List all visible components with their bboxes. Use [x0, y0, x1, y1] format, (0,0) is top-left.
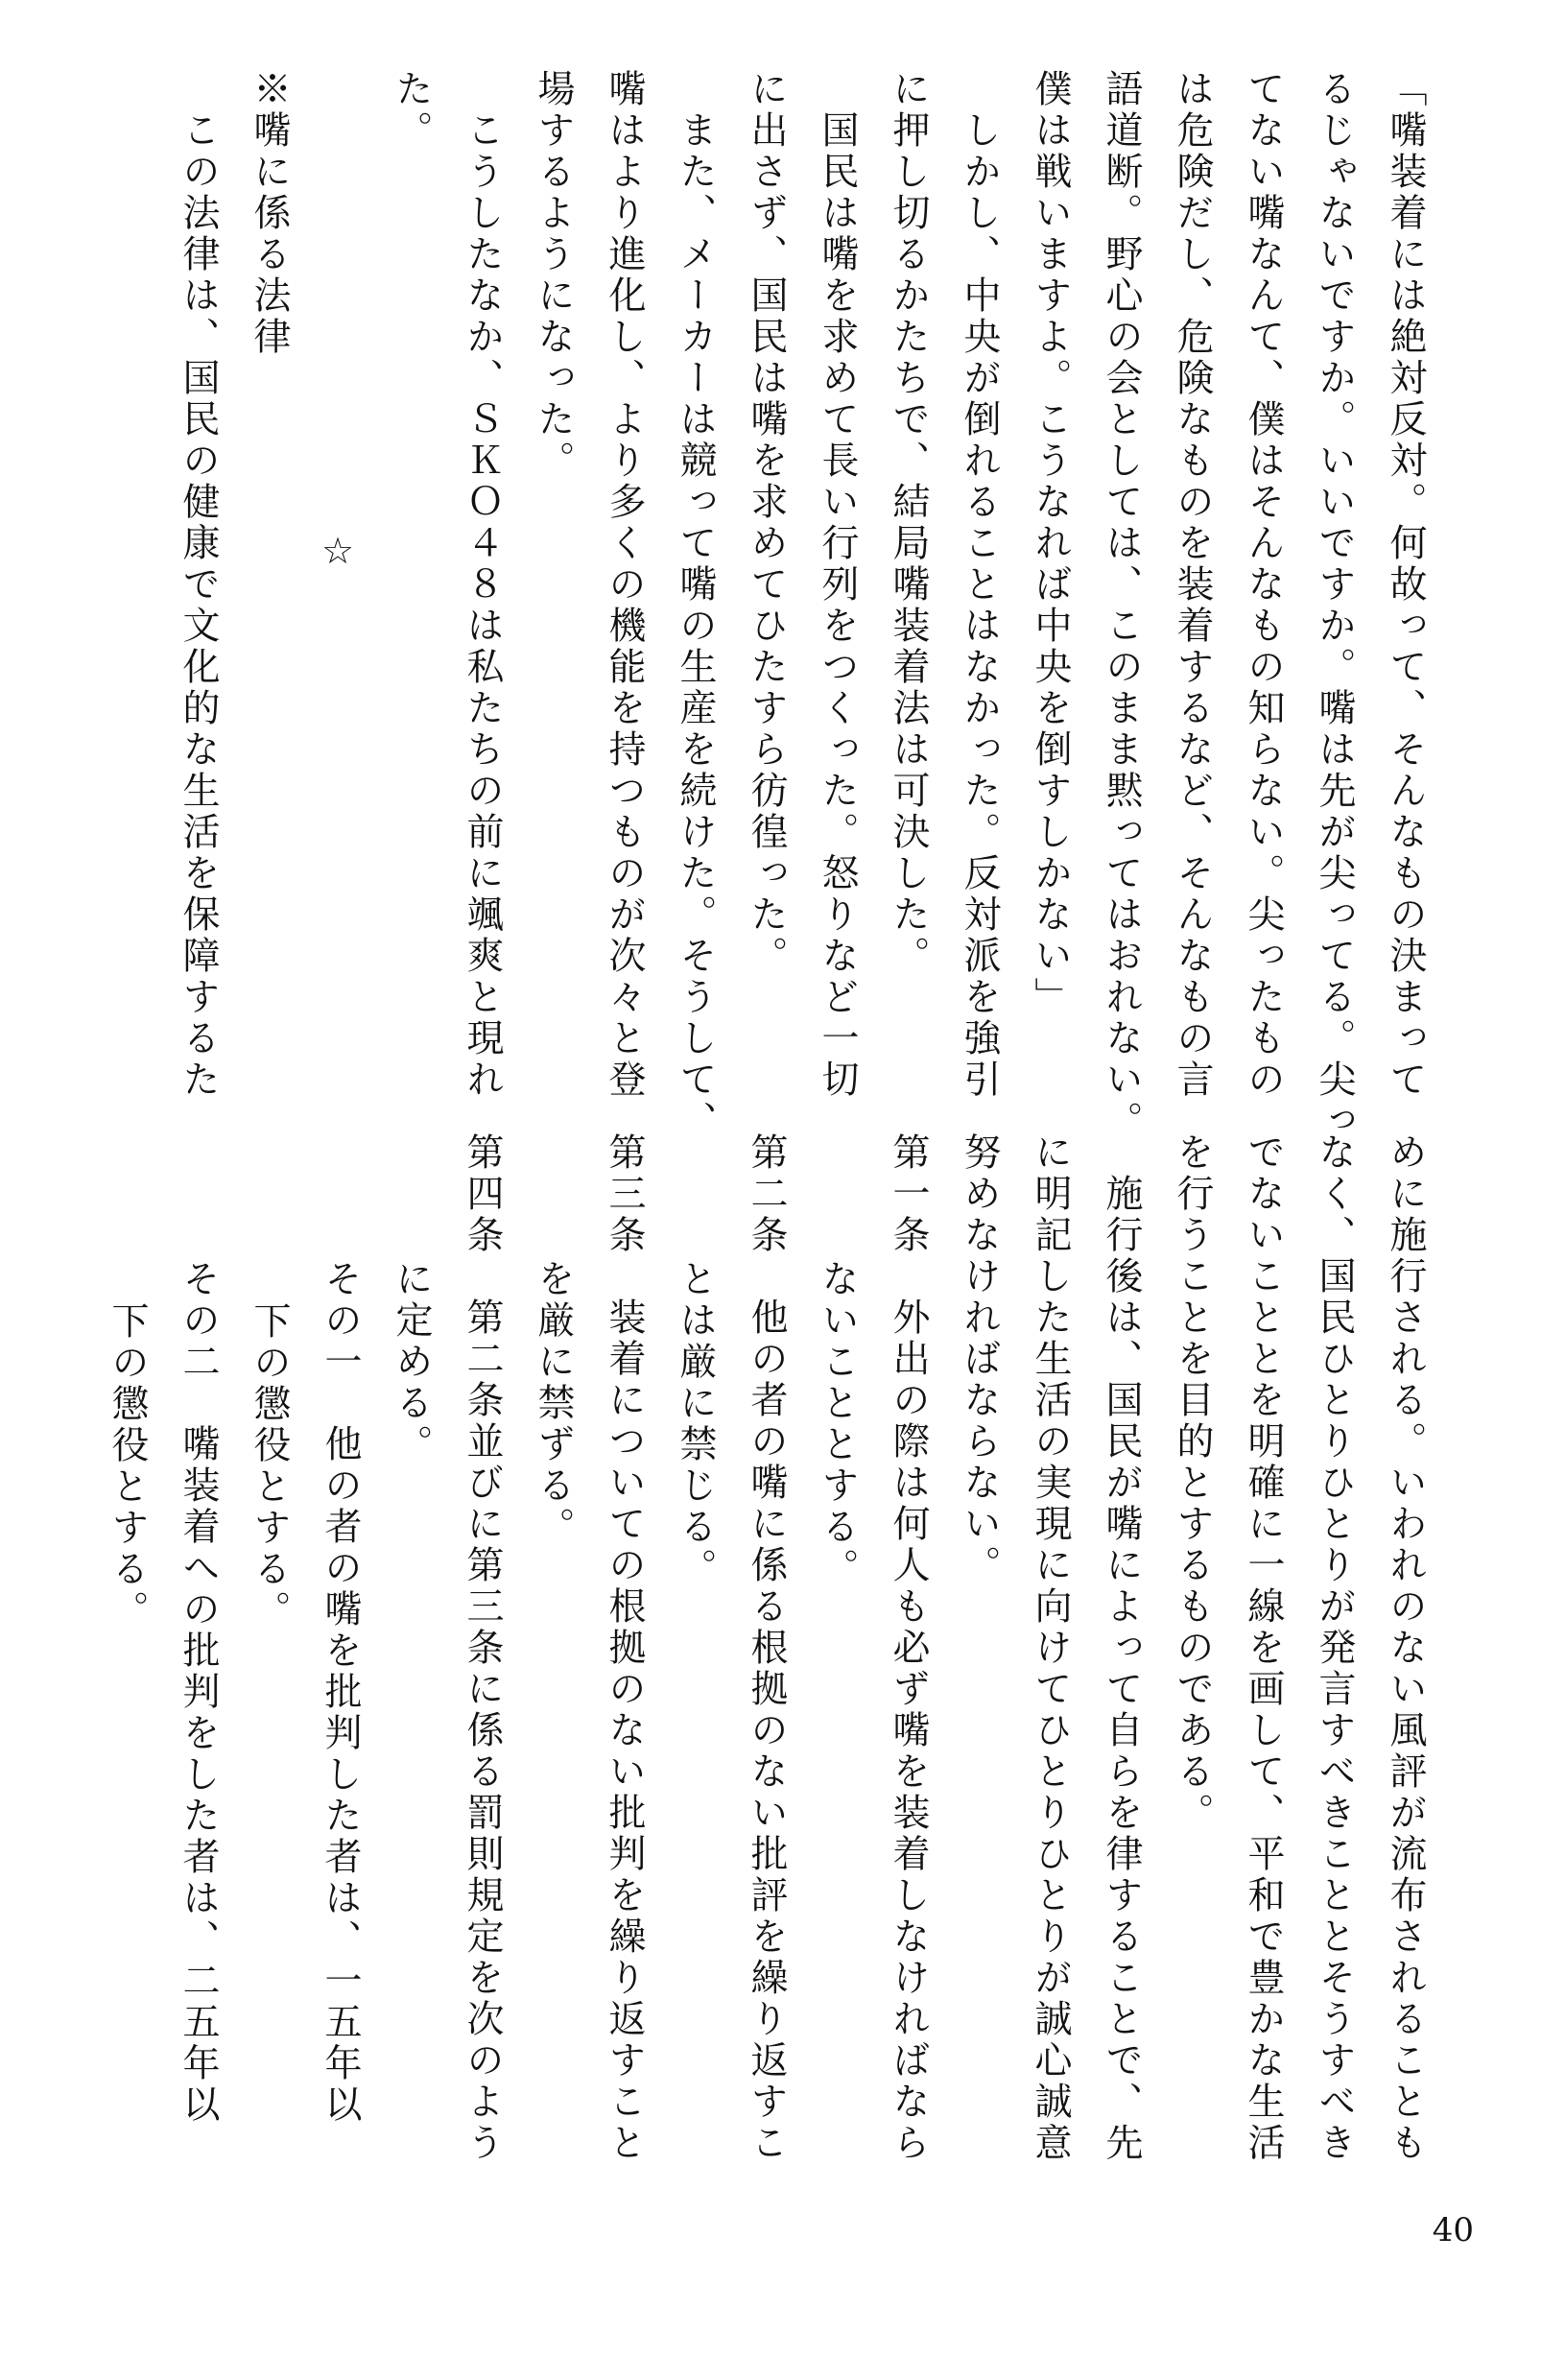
article-3: 第三条 装着についての根拠のない批判を繰り返すこと	[603, 1132, 646, 2164]
text-column: 施行後は、国民が嘴によって自らを律することで、先	[1100, 1132, 1143, 2164]
page-number: 40	[1432, 2211, 1474, 2249]
text-column: でないこととを明確に一線を画して、平和で豊かな生活	[1242, 1132, 1285, 2164]
article-4-item-2: その二 嘴装着への批判をした者は、二五年以	[177, 1259, 220, 2126]
text-column: に明記した生活の実現に向けてひとりひとりが誠心誠意	[1029, 1132, 1072, 2164]
text-column: 場するようになった。	[532, 69, 575, 482]
text-column: めに施行される。いわれのない風評が流布されることも	[1384, 1132, 1427, 2164]
text-column: 語道断。野心の会としては、このまま黙ってはおれない。	[1100, 69, 1143, 1142]
text-column: こうしたなか、ＳＫＯ４８は私たちの前に颯爽と現れ	[461, 69, 504, 1101]
text-column: 「嘴装着には絶対反対。何故って、そんなもの決まって	[1384, 69, 1427, 1101]
section-heading: ※嘴に係る法律	[248, 69, 291, 358]
article-2-continued: とは厳に禁じる。	[674, 1259, 717, 1589]
text-column: この法律は、国民の健康で文化的な生活を保障するた	[177, 69, 220, 1101]
lower-text-band	[97, 1132, 1440, 2169]
text-column: た。	[390, 69, 433, 152]
text-column: なく、国民ひとりひとりが発言すべきこととそうすべき	[1313, 1132, 1356, 2164]
text-column: を行うことを目的とするものである。	[1171, 1132, 1214, 1834]
text-column: に押し切るかたちで、結局嘴装着法は可決した。	[887, 69, 930, 977]
star-icon: ☆	[320, 530, 359, 572]
text-column: は危険だし、危険なものを装着するなど、そんなもの言	[1171, 69, 1214, 1101]
article-2: 第二条 他の者の嘴に係る根拠のない批評を繰り返すこ	[745, 1132, 788, 2164]
article-4-item-1-continued: 下の懲役とする。	[248, 1301, 291, 1631]
article-4-item-2-continued: 下の懲役とする。	[106, 1301, 149, 1631]
text-column: るじゃないですか。いいですか。嘴は先が尖ってる。尖っ	[1313, 69, 1356, 1142]
section-break	[304, 69, 375, 1067]
article-4: 第四条 第二条並びに第三条に係る罰則規定を次のよう	[461, 1132, 504, 2164]
upper-text-band	[97, 69, 1440, 1142]
article-4-continued: に定める。	[390, 1259, 433, 1465]
article-3-continued: を厳に禁ずる。	[532, 1259, 575, 1548]
text-column: 嘴はより進化し、より多くの機能を持つものが次々と登	[603, 69, 646, 1101]
text-column: 僕は戦いますよ。こうなれば中央を倒すしかない」	[1029, 69, 1072, 1018]
text-column: 国民は嘴を求めて長い行列をつくった。怒りなど一切	[816, 69, 859, 1101]
text-column: しかし、中央が倒れることはなかった。反対派を強引	[958, 69, 1001, 1101]
text-column: てない嘴なんて、僕はそんなもの知らない。尖ったもの	[1242, 69, 1285, 1101]
article-1: 第一条 外出の際は何人も必ず嘴を装着しなければなら	[887, 1132, 930, 2164]
article-1-continued: ないこととする。	[816, 1259, 859, 1589]
text-column: 努めなければならない。	[958, 1132, 1001, 1586]
text-column: また、メーカーは競って嘴の生産を続けた。そうして、	[674, 69, 717, 1142]
article-4-item-1: その一 他の者の嘴を批判した者は、一五年以	[319, 1259, 362, 2126]
text-column: に出さず、国民は嘴を求めてひたすら彷徨った。	[745, 69, 788, 977]
